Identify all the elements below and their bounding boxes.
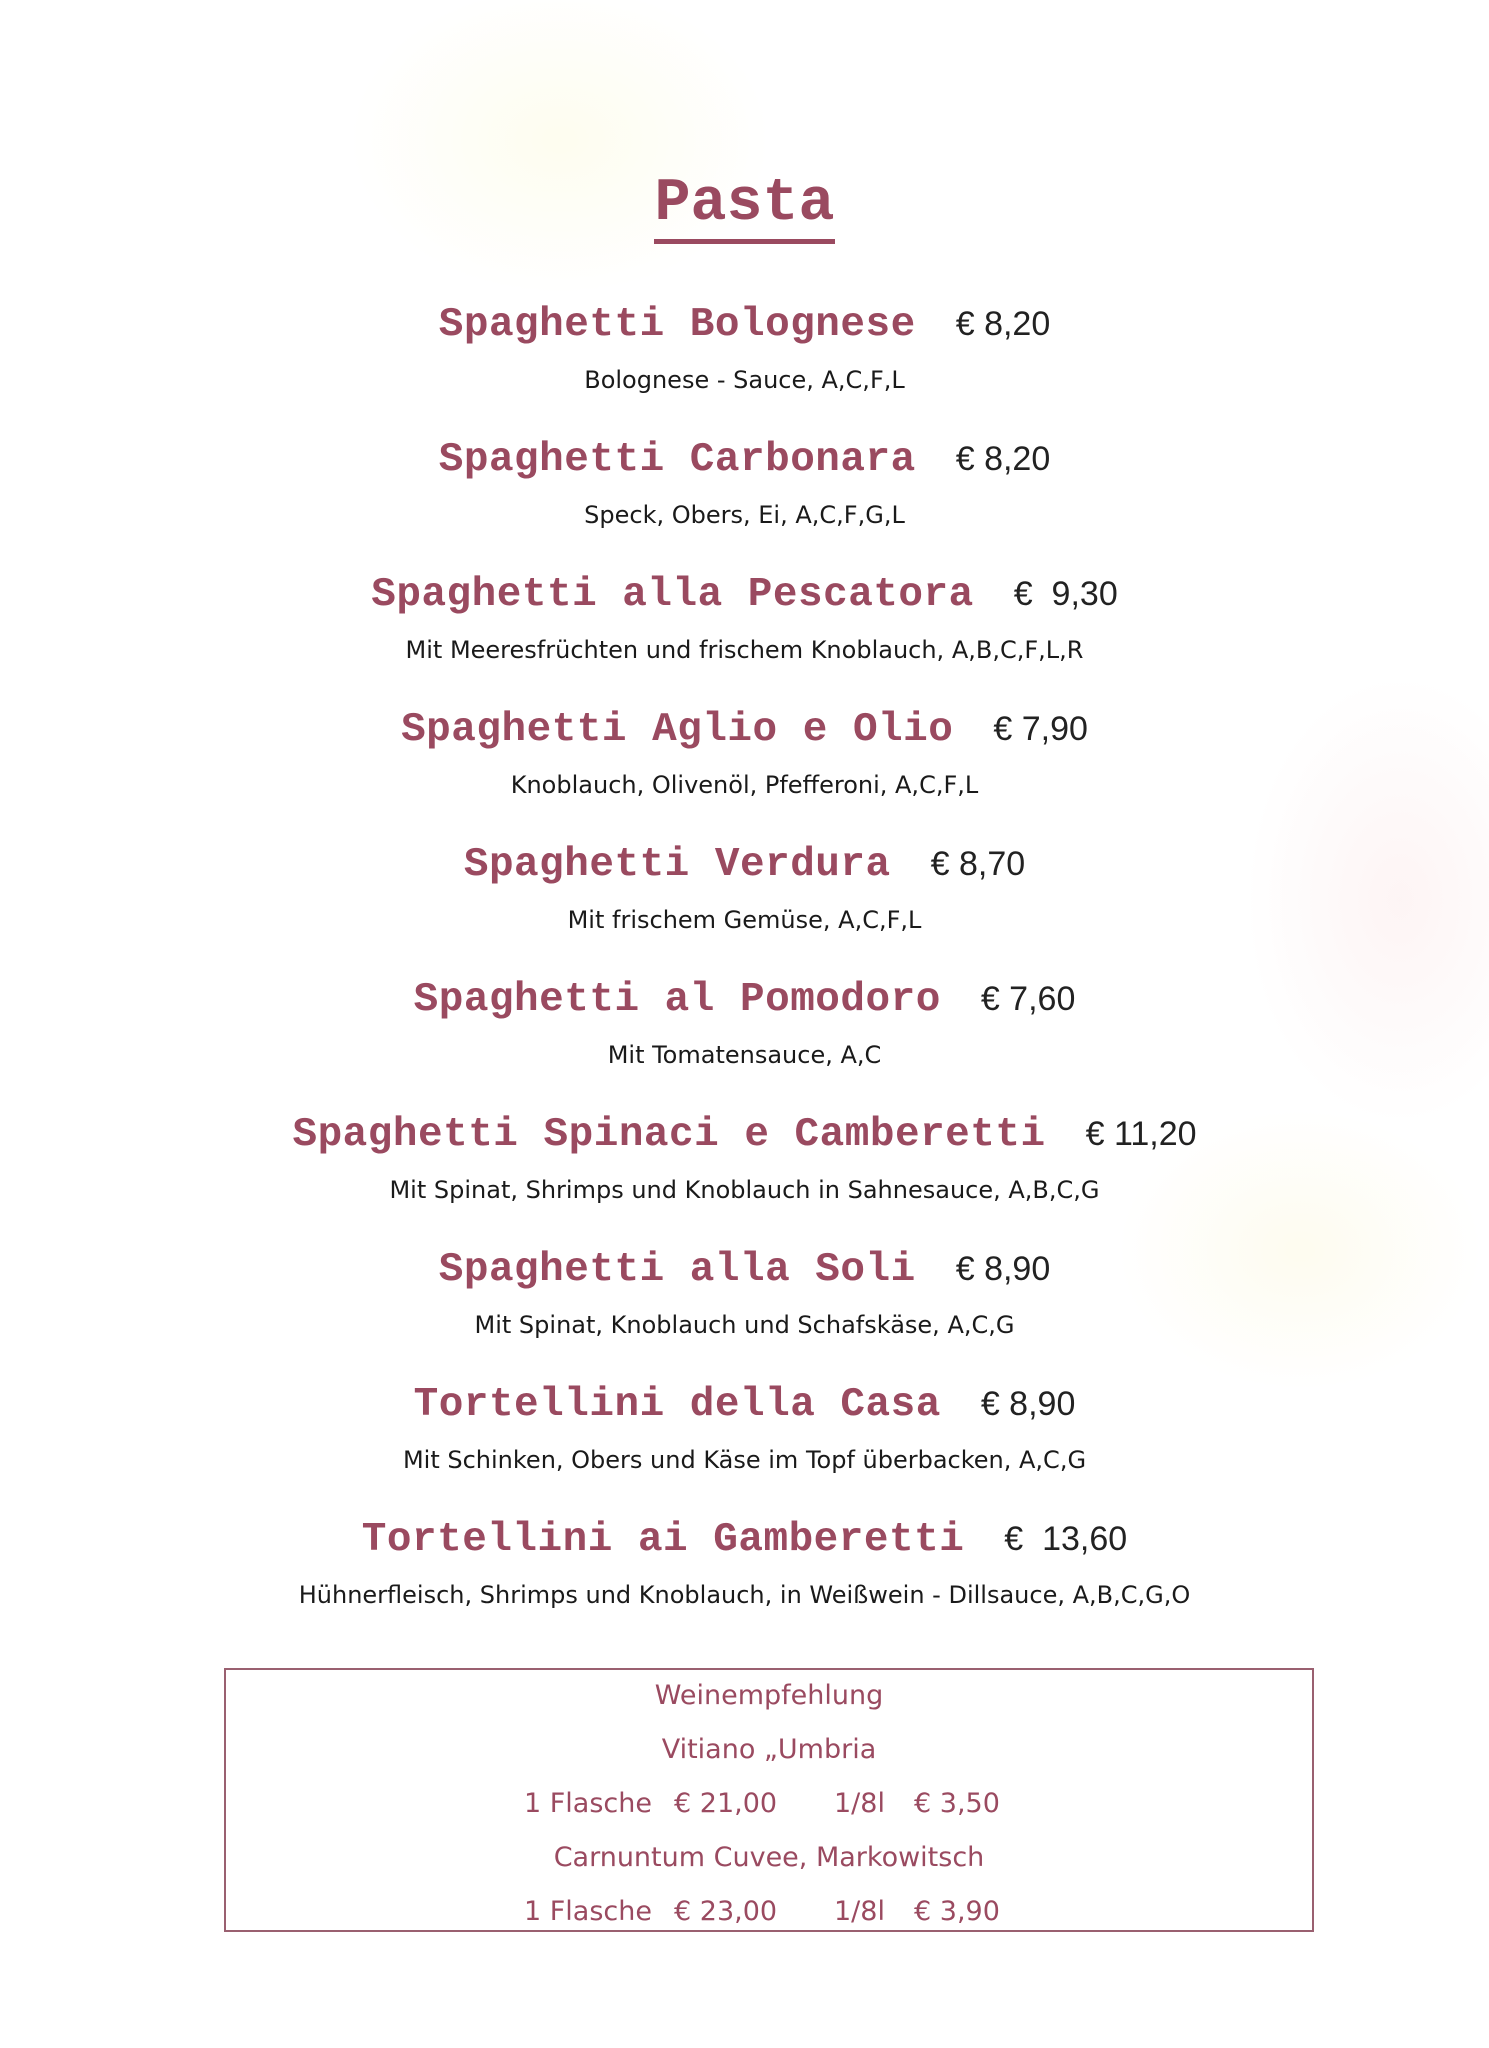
glass-price: € 3,50 [914,1788,1000,1819]
wine-name: Carnuntum Cuvee, Markowitsch [553,1842,985,1873]
menu-item-header [0,830,1489,898]
menu-item-header [0,1100,1489,1168]
menu-item-description: Mit Spinat, Shrimps und Knoblauch in Sahnesauce, A,B,C,G [389,1176,1100,1204]
menu-item-price: € 8,20 [955,305,1051,343]
menu-item-description: Mit Tomatensauce, A,C [607,1041,882,1069]
menu-item [0,965,1489,1100]
page-title [0,168,1489,244]
menu-item [0,425,1489,560]
menu-item-price: € 8,70 [930,845,1026,883]
menu-item-header [0,1370,1489,1438]
menu-item-price: € 7,90 [993,710,1088,748]
menu-item-header [0,965,1489,1033]
menu-item-name: Spaghetti Verdura [463,842,891,888]
menu-item-name: Spaghetti Bolognese [438,302,916,348]
menu-item-name: Spaghetti alla Pescatora [371,572,974,618]
menu-item-price: € 8,90 [955,1250,1051,1288]
menu-item-header [0,1235,1489,1303]
wine-recommendation-box [224,1668,1314,1932]
menu-item-description: Mit Spinat, Knoblauch und Schafskäse, A,C,G [474,1311,1015,1339]
menu-item-price: € 13,60 [1004,1520,1128,1558]
menu-item-description: Hühnerfleisch, Shrimps und Knoblauch, in Weißwein - Dillsauce, A,B,C,G,O [298,1581,1191,1609]
menu-item [0,1505,1489,1640]
menu-item-price: € 11,20 [1085,1115,1197,1153]
glass-label: 1/8l [834,1788,885,1819]
menu-item-name: Spaghetti Spinaci e Camberetti [292,1112,1046,1158]
menu-item-description: Mit frischem Gemüse, A,C,F,L [567,906,922,934]
menu-item-price: € 9,30 [1013,575,1118,613]
menu-item-name: Tortellini della Casa [413,1382,941,1428]
menu-item-description: Mit Meeresfrüchten und frischem Knoblauch, A,B,C,F,L,R [405,636,1084,664]
menu-item-name: Spaghetti Carbonara [438,437,916,483]
menu-item-price: € 8,20 [955,440,1051,478]
bottle-label: 1 Flasche [524,1896,652,1927]
page-title-text: Pasta [654,171,834,244]
bottle-price: € 21,00 [674,1788,778,1819]
menu-item-name: Spaghetti Aglio e Olio [401,707,954,753]
menu-item [0,560,1489,695]
glass-label: 1/8l [834,1896,885,1927]
menu-item-header [0,695,1489,763]
menu-item [0,830,1489,965]
menu-item-description: Mit Schinken, Obers und Käse im Topf überbacken, A,C,G [402,1446,1087,1474]
wine-name: Vitiano „Umbria [661,1734,877,1765]
menu-item [0,695,1489,830]
menu-item [0,1370,1489,1505]
wine-price-row [226,1788,1312,1819]
pasta-menu-list [0,290,1489,1640]
wine-price-row [226,1896,1312,1927]
menu-item-description: Knoblauch, Olivenöl, Pfefferoni, A,C,F,L [510,771,979,799]
menu-item-description: Bolognese - Sauce, A,C,F,L [584,366,905,394]
menu-item-description: Speck, Obers, Ei, A,C,F,G,L [584,501,905,529]
menu-item [0,1100,1489,1235]
glass-price: € 3,90 [914,1896,1000,1927]
menu-item-price: € 7,60 [980,980,1076,1018]
menu-item-header [0,560,1489,628]
menu-item-name: Tortellini ai Gamberetti [361,1517,965,1563]
menu-item-price: € 8,90 [980,1385,1076,1423]
menu-item [0,290,1489,425]
bottle-label: 1 Flasche [524,1788,652,1819]
bottle-price: € 23,00 [674,1896,778,1927]
menu-item-name: Spaghetti al Pomodoro [413,977,941,1023]
menu-item-header [0,290,1489,358]
menu-item [0,1235,1489,1370]
menu-item-header [0,1505,1489,1573]
menu-item-header [0,425,1489,493]
menu-item-name: Spaghetti alla Soli [438,1247,916,1293]
wine-heading: Weinempfehlung [654,1680,884,1711]
